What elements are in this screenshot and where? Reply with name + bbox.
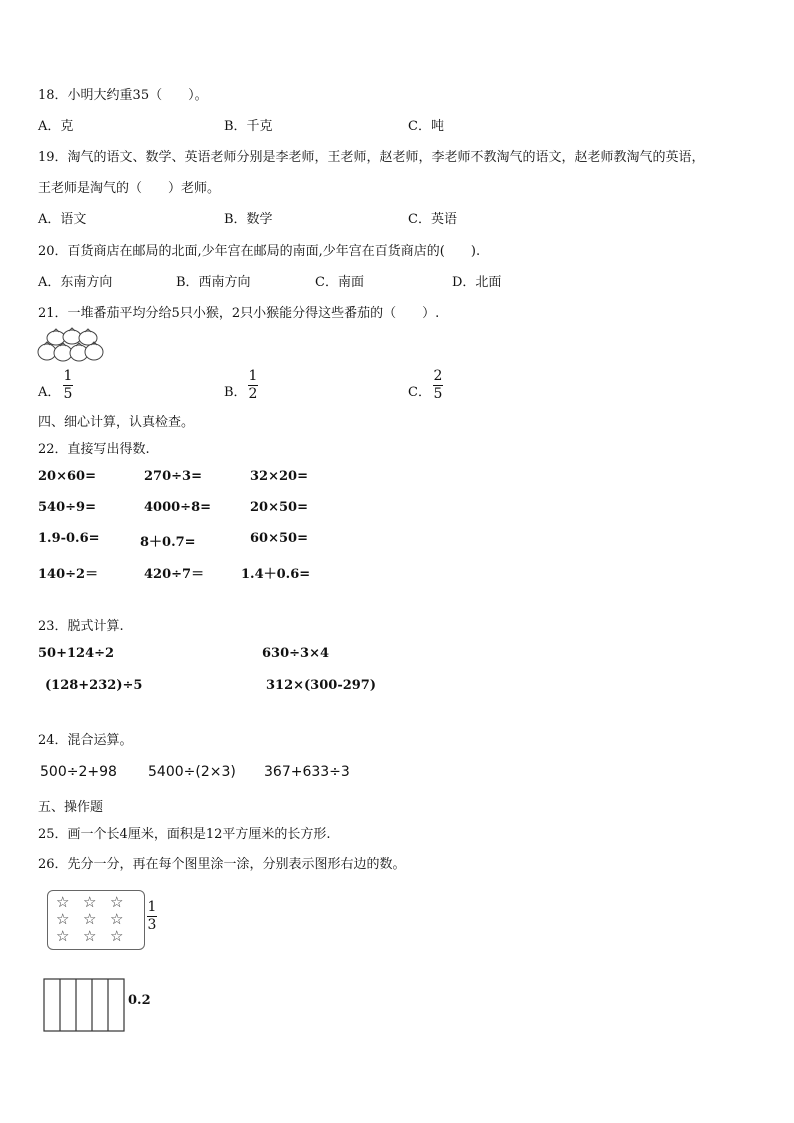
q22-item: 540÷9= (38, 500, 96, 515)
section-5-heading: 五、操作题 (38, 800, 104, 815)
q26-stem: 26．先分一分，再在每个图里涂一涂，分别表示图形右边的数。 (38, 857, 406, 872)
fraction-denominator: 2 (248, 386, 258, 402)
star-icon: ☆ (110, 910, 124, 928)
q21-option-c-label: C． (408, 385, 431, 400)
five-part-rectangle (43, 978, 125, 1032)
star-grid (56, 893, 137, 944)
q22-item: 270÷3= (144, 469, 202, 484)
q23-item: 312×(300-297) (266, 678, 376, 693)
q22-stem: 22．直接写出得数. (38, 442, 150, 457)
tomato-pile-illustration (36, 326, 104, 366)
q20-stem: 20．百货商店在邮局的北面,少年宫在邮局的南面,少年宫在百货商店的( ). (38, 244, 481, 259)
q23-item: 630÷3×4 (262, 646, 330, 661)
star-icon: ☆ (83, 910, 97, 928)
q22-item: 8＋0.7= (140, 535, 196, 550)
q21-stem: 21．一堆番茄平均分给5只小猴，2只小猴能分得这些番茄的（ ）. (38, 306, 440, 321)
q19-option-a: A．语文 (38, 212, 87, 227)
q22-item: 4000÷8= (144, 500, 212, 515)
star-icon: ☆ (110, 927, 124, 945)
q18-option-a: A．克 (38, 119, 74, 134)
q19-stem-line2: 王老师是淘气的（ ）老师。 (38, 181, 221, 196)
q22-item: 1.4＋0.6= (241, 567, 311, 582)
q19-option-b: B．数学 (224, 212, 273, 227)
q18-option-b: B．千克 (224, 119, 273, 134)
fraction-denominator: 5 (63, 386, 73, 402)
fraction-denominator: 5 (433, 386, 443, 402)
fraction-numerator: 1 (147, 899, 157, 915)
q21-option-a-label: A． (38, 385, 61, 400)
q22-item: 20×60= (38, 469, 96, 484)
fraction-numerator: 1 (63, 368, 73, 384)
star-icon: ☆ (110, 893, 124, 911)
fraction-denominator: 3 (147, 917, 157, 933)
q22-item: 20×50= (250, 500, 308, 515)
q23-stem: 23．脱式计算. (38, 619, 124, 634)
q25-stem: 25．画一个长4厘米，面积是12平方厘米的长方形. (38, 827, 331, 842)
q24-stem: 24．混合运算。 (38, 733, 133, 748)
q22-item: 420÷7＝ (144, 567, 205, 582)
star-icon: ☆ (83, 893, 97, 911)
section-4-heading: 四、细心计算，认真检查。 (38, 415, 195, 430)
star-icon: ☆ (56, 910, 70, 928)
fraction-numerator: 1 (248, 368, 258, 384)
q22-item: 1.9-0.6= (38, 531, 100, 546)
star-icon: ☆ (56, 927, 70, 945)
q18-stem: 18．小明大约重35（ ）。 (38, 88, 208, 103)
q26-star-fraction (147, 900, 157, 933)
q23-item: (128+232)÷5 (45, 678, 143, 693)
q22-item: 32×20= (250, 469, 308, 484)
q19-stem-line1: 19．淘气的语文、数学、英语老师分别是李老师，王老师，赵老师，李老师不教淘气的语文，赵老师教淘气的英语， (38, 150, 705, 165)
q20-option-a: A．东南方向 (38, 275, 113, 290)
q26-rect-value: 0.2 (128, 993, 151, 1008)
q24-item: 367+633÷3 (264, 764, 350, 780)
fraction-numerator: 2 (433, 368, 443, 384)
q22-item: 60×50= (250, 531, 308, 546)
q21-option-b-fraction (248, 369, 258, 402)
q21-option-b-label: B． (224, 385, 247, 400)
q22-item: 140÷2＝ (38, 567, 99, 582)
q23-item: 50+124÷2 (38, 646, 115, 661)
q20-option-d: D．北面 (452, 275, 502, 290)
q21-option-c-fraction (433, 369, 443, 402)
star-icon: ☆ (56, 893, 70, 911)
q18-option-c: C．吨 (408, 119, 444, 134)
q19-option-c: C．英语 (408, 212, 457, 227)
q24-item: 5400÷(2×3) (148, 764, 236, 780)
q20-option-c: C．南面 (315, 275, 364, 290)
q21-option-a-fraction (63, 369, 73, 402)
star-icon: ☆ (83, 927, 97, 945)
q24-item: 500÷2+98 (40, 764, 117, 780)
q20-option-b: B．西南方向 (176, 275, 251, 290)
